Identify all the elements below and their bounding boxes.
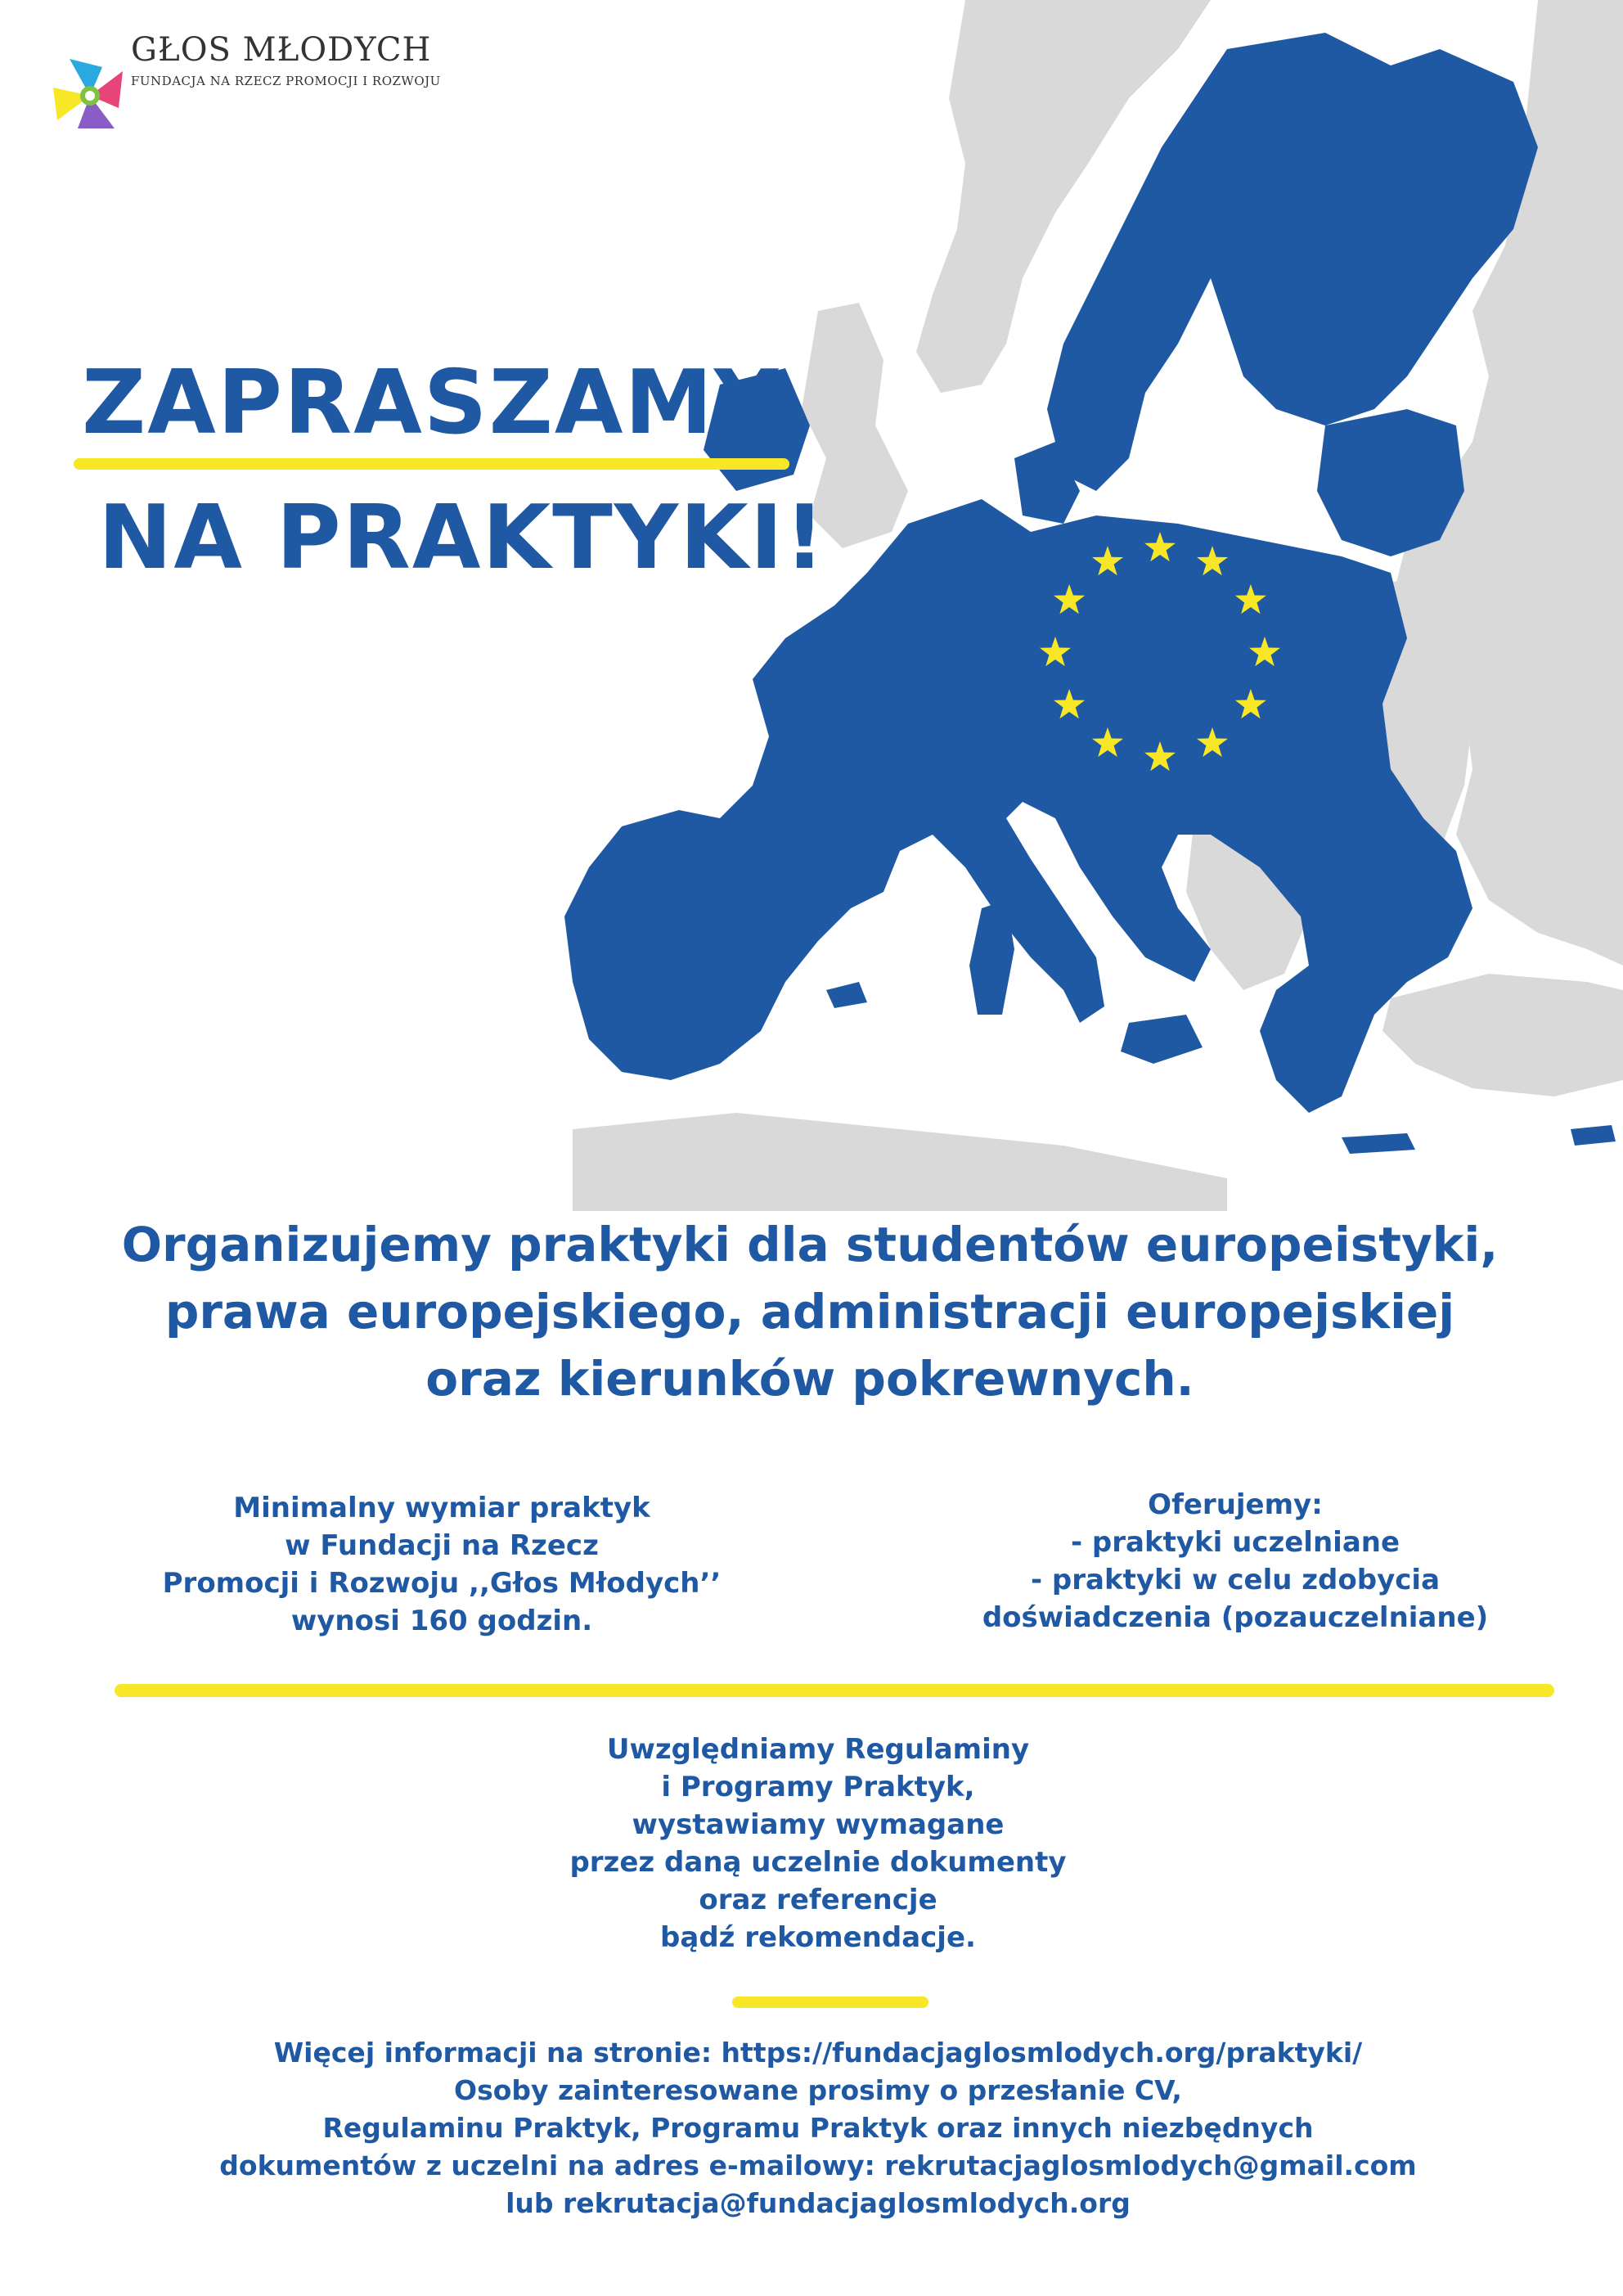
block-line: - praktyki uczelniane <box>1070 1526 1400 1559</box>
block-line: Minimalny wymiar praktyk <box>233 1492 650 1524</box>
headline-line-1: ZAPRASZAMY <box>82 352 780 454</box>
headline-underline <box>74 458 789 470</box>
footer-line: Regulaminu Praktyk, Programu Praktyk oraz innych niezbędnych <box>322 2112 1314 2144</box>
lead-paragraph <box>49 1211 1571 1412</box>
lead-line: oraz kierunków pokrewnych. <box>425 1351 1194 1407</box>
foundation-logo-icon <box>45 51 135 141</box>
block-line: Oferujemy: <box>1148 1488 1323 1521</box>
block-line: przez daną uczelnie dokumenty <box>569 1846 1067 1879</box>
lead-line: Organizujemy praktyki dla studentów europeistyki, <box>121 1217 1499 1272</box>
regulations-block <box>409 1731 1227 1956</box>
block-line: - praktyki w celu zdobycia <box>1030 1564 1441 1596</box>
minimum-hours-block <box>98 1489 785 1640</box>
block-line: bądź rekomendacje. <box>660 1921 976 1954</box>
block-line: wynosi 160 godzin. <box>290 1605 593 1637</box>
block-line: Uwzględniamy Regulaminy <box>606 1733 1030 1766</box>
divider-yellow-wide <box>115 1684 1554 1697</box>
block-line: i Programy Praktyk, <box>661 1771 975 1803</box>
block-line: wystawiamy wymagane <box>632 1808 1005 1841</box>
footer-email-line[interactable]: dokumentów z uczelni na adres e-mailowy: rekrutacjaglosmlodych@gmail.com <box>219 2150 1417 2181</box>
footer-email-line-2[interactable]: lub rekrutacja@fundacjaglosmlodych.org <box>506 2187 1131 2219</box>
block-line: Promocji i Rozwoju ,,Głos Młodych’’ <box>162 1567 722 1600</box>
block-line: w Fundacji na Rzecz <box>285 1529 599 1562</box>
logo-name: GŁOS MŁODYCH <box>131 31 432 69</box>
headline-line-2: NA PRAKTYKI! <box>98 487 827 589</box>
offer-block <box>900 1486 1571 1636</box>
block-line: oraz referencje <box>699 1884 937 1916</box>
footer-website-line[interactable]: Więcej informacji na stronie: https://fundacjaglosmlodych.org/praktyki/ <box>273 2037 1363 2069</box>
contact-footer <box>164 2034 1472 2222</box>
logo-subtitle: FUNDACJA NA RZECZ PROMOCJI I ROZWOJU <box>131 74 441 88</box>
lead-line: prawa europejskiego, administracji europejskiej <box>164 1284 1455 1339</box>
footer-line: Osoby zainteresowane prosimy o przesłanie CV, <box>454 2074 1182 2106</box>
block-line: doświadczenia (pozauczelniane) <box>982 1601 1489 1634</box>
divider-yellow-short <box>732 1997 928 2008</box>
